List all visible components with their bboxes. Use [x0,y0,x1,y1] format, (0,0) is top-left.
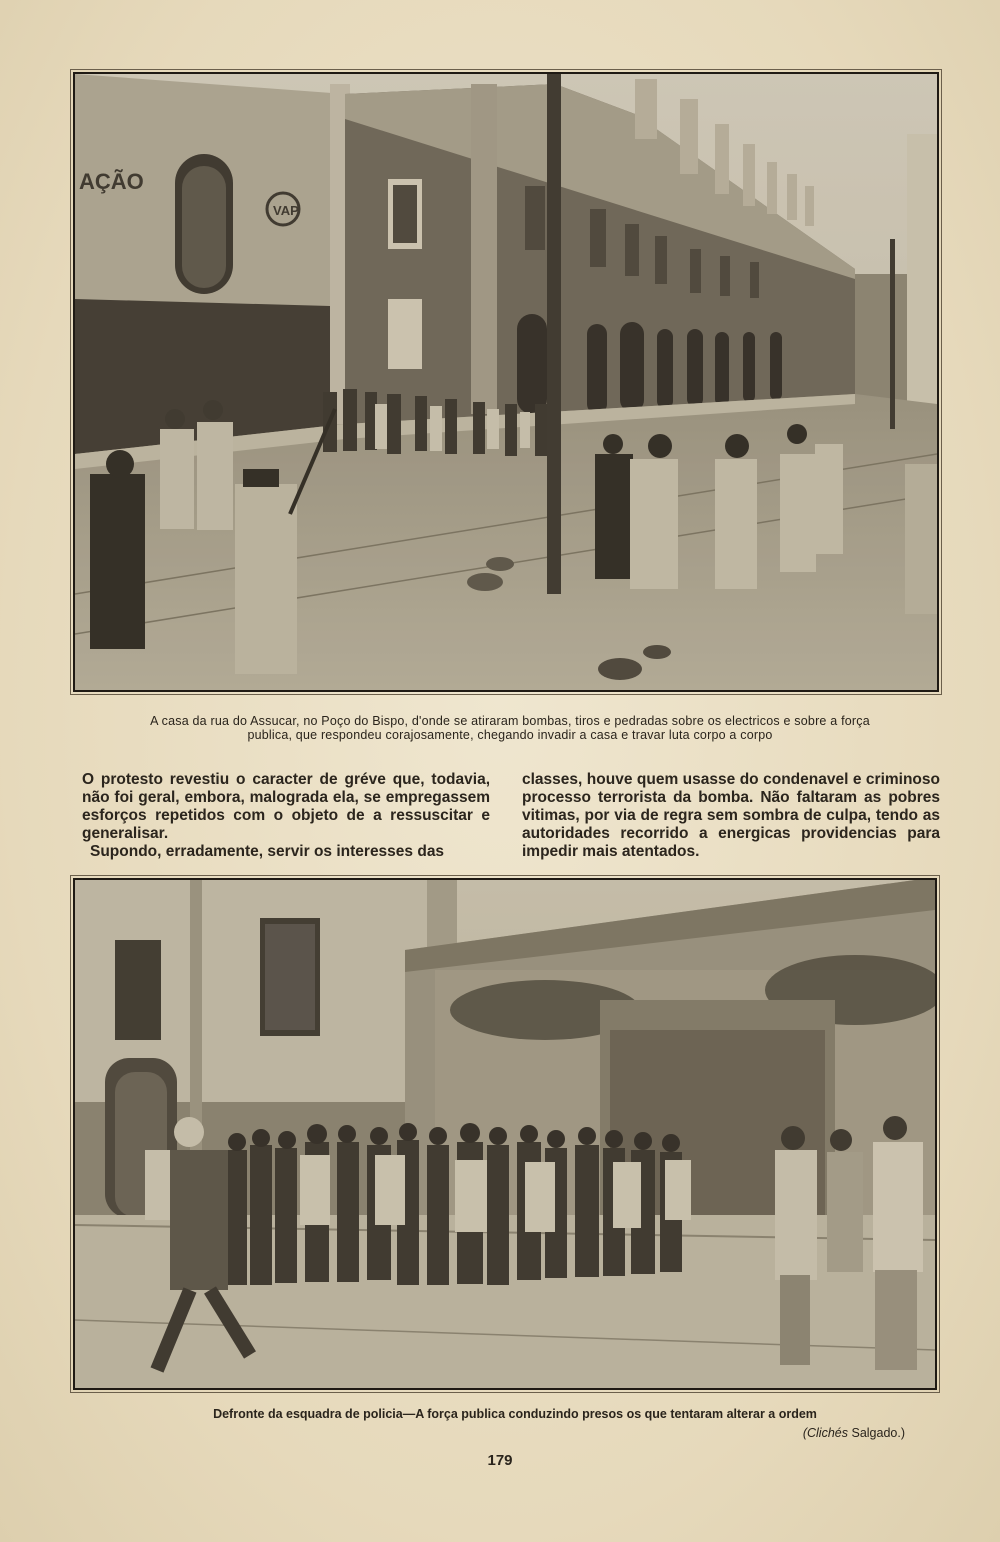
photo-esquadra-de-policia [73,878,937,1390]
photo1-caption [70,714,950,742]
credit-photographer: Salgado.) [851,1426,905,1440]
page-number: 179 [487,1452,513,1469]
logo-text: VAP [273,203,299,218]
article-column-left [82,771,490,861]
credit-cliches: (Clichés [802,1426,848,1440]
photo1-caption-line2: publica, que respondeu corajosamente, chegando invadir a casa e travar luta corpo a corpo [247,728,773,742]
sign-text: AÇÃO [79,169,144,194]
article-paragraph: Supondo, erradamente, servir os interesses das [90,843,445,860]
photo-credit [700,1426,905,1440]
photo2-caption: Defronte da esquadra de policia—A força publica conduzindo presos os que tentaram alterar a ordem [213,1407,817,1421]
article-column-right [522,771,940,861]
photo1-caption-line1: A casa da rua do Assucar, no Poço do Bispo, d'onde se atiraram bombas, tiros e pedradas sobre os electricos e sobre a força [150,714,870,728]
article-paragraph: classes, houve quem usasse do condenavel e criminoso processo terrorista da bomba. Não faltaram as pobres vitimas, por via de regra sem sombra de culpa, tendo as autoridades recorrido a energicas providencias para impedir mais atentados. [522,771,940,860]
photo-street-scene [75,74,937,690]
photo-police-station-scene [75,880,935,1388]
article-paragraph: O protesto revestiu o caracter de gréve que, todavia, não foi geral, embora, malograda ela, se empregassem esforços repetidos com o objeto de a ressuscitar e generalisar. [82,771,490,842]
photo-rua-do-assucar [73,72,939,692]
